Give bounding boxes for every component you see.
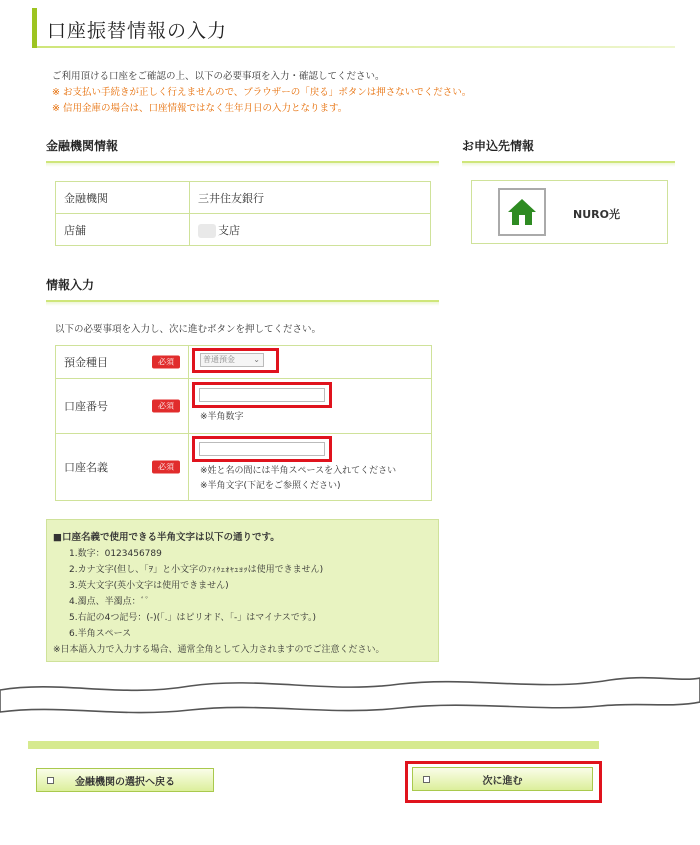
apply-section-title: お申込先情報 — [462, 137, 675, 163]
back-button-label: 金融機関の選択へ戻る — [75, 776, 175, 788]
account-name-input[interactable] — [199, 442, 325, 456]
char-rules-footnote: ※日本語入力で入力する場合、通常全角として入力されますのでご注意ください。 — [53, 645, 385, 655]
account-number-label-cell — [56, 379, 189, 434]
deposit-type-selected: 普通預金 — [203, 355, 235, 364]
intro-line-1: ご利用頂ける口座をご確認の上、以下の必要事項を入力・確認してください。 — [52, 71, 385, 82]
deposit-type-label: 預金種目 — [64, 356, 108, 369]
apply-info-box — [471, 180, 668, 244]
input-intro: 以下の必要事項を入力し、次に進むボタンを押してください。 — [55, 324, 322, 335]
form-row-account-number — [56, 379, 432, 434]
deposit-type-select[interactable] — [200, 353, 264, 367]
torn-edge-divider — [0, 672, 700, 720]
table-row — [56, 214, 431, 246]
square-bullet-icon — [47, 777, 54, 784]
account-name-label-cell — [56, 434, 189, 501]
list-item: 2.カナ文字(但し、「ｦ」と小文字のｧｨｩｪｫｬｭｮｯは使用できません) — [69, 565, 324, 575]
branch-cell — [190, 214, 431, 246]
list-item: 1.数字：0123456789 — [69, 549, 162, 559]
intro-warning-2: ※ 信用金庫の場合は、口座情報ではなく生年月日の入力となります。 — [52, 103, 348, 114]
account-name-note-2: ※半角文字(下記をご参照ください) — [200, 481, 341, 491]
required-badge: 必須 — [152, 356, 180, 369]
account-number-input[interactable] — [199, 388, 325, 402]
form-row-deposit-type — [56, 346, 432, 379]
char-rules-box — [46, 519, 439, 662]
back-button[interactable] — [36, 768, 214, 792]
account-name-label: 口座名義 — [64, 461, 108, 474]
next-button[interactable] — [412, 767, 593, 791]
table-row — [56, 182, 431, 214]
bank-label: 金融機関 — [56, 182, 190, 214]
house-icon — [506, 196, 538, 228]
service-logo — [498, 188, 546, 236]
list-item: 5.右記の4つ記号：(-)(「.」はピリオド、「-」はマイナスです。) — [69, 613, 317, 623]
branch-value: 支店 — [218, 223, 240, 237]
page-title: 口座振替情報の入力 — [47, 20, 228, 42]
next-button-label: 次に進む — [482, 775, 523, 787]
chevron-down-icon: ⌄ — [253, 355, 260, 364]
account-name-cell — [189, 434, 432, 501]
page-header — [32, 8, 675, 48]
bank-section-title: 金融機関情報 — [46, 137, 439, 163]
service-name: NURO光 — [573, 208, 620, 221]
required-badge: 必須 — [152, 461, 180, 474]
account-name-note-1: ※姓と名の間には半角スペースを入れてください — [200, 466, 397, 476]
redacted-branch-name — [198, 224, 216, 238]
account-number-cell — [189, 379, 432, 434]
required-badge: 必須 — [152, 400, 180, 413]
bottom-accent-bar — [28, 741, 599, 749]
account-number-note: ※半角数字 — [200, 412, 244, 422]
bank-value: 三井住友銀行 — [190, 182, 431, 214]
list-item: 4.濁点、半濁点：ﾞﾟ — [69, 597, 150, 607]
account-number-label: 口座番号 — [64, 400, 108, 413]
input-form-table — [55, 345, 432, 501]
header-underline — [37, 46, 675, 48]
bank-info-table — [55, 181, 431, 246]
input-section-title: 情報入力 — [46, 276, 439, 302]
list-item: 6.半角スペース — [69, 629, 132, 639]
char-rules-heading: ■口座名義で使用できる半角文字は以下の通りです。 — [53, 532, 280, 543]
deposit-type-label-cell — [56, 346, 189, 379]
square-bullet-icon — [423, 776, 430, 783]
list-item: 3.英大文字(英小文字は使用できません) — [69, 581, 229, 591]
intro-text — [52, 69, 471, 117]
deposit-type-cell — [189, 346, 432, 379]
form-row-account-name — [56, 434, 432, 501]
branch-label: 店舗 — [56, 214, 190, 246]
intro-warning-1: ※ お支払い手続きが正しく行えませんので、ブラウザーの「戻る」ボタンは押さないでください。 — [52, 87, 472, 98]
